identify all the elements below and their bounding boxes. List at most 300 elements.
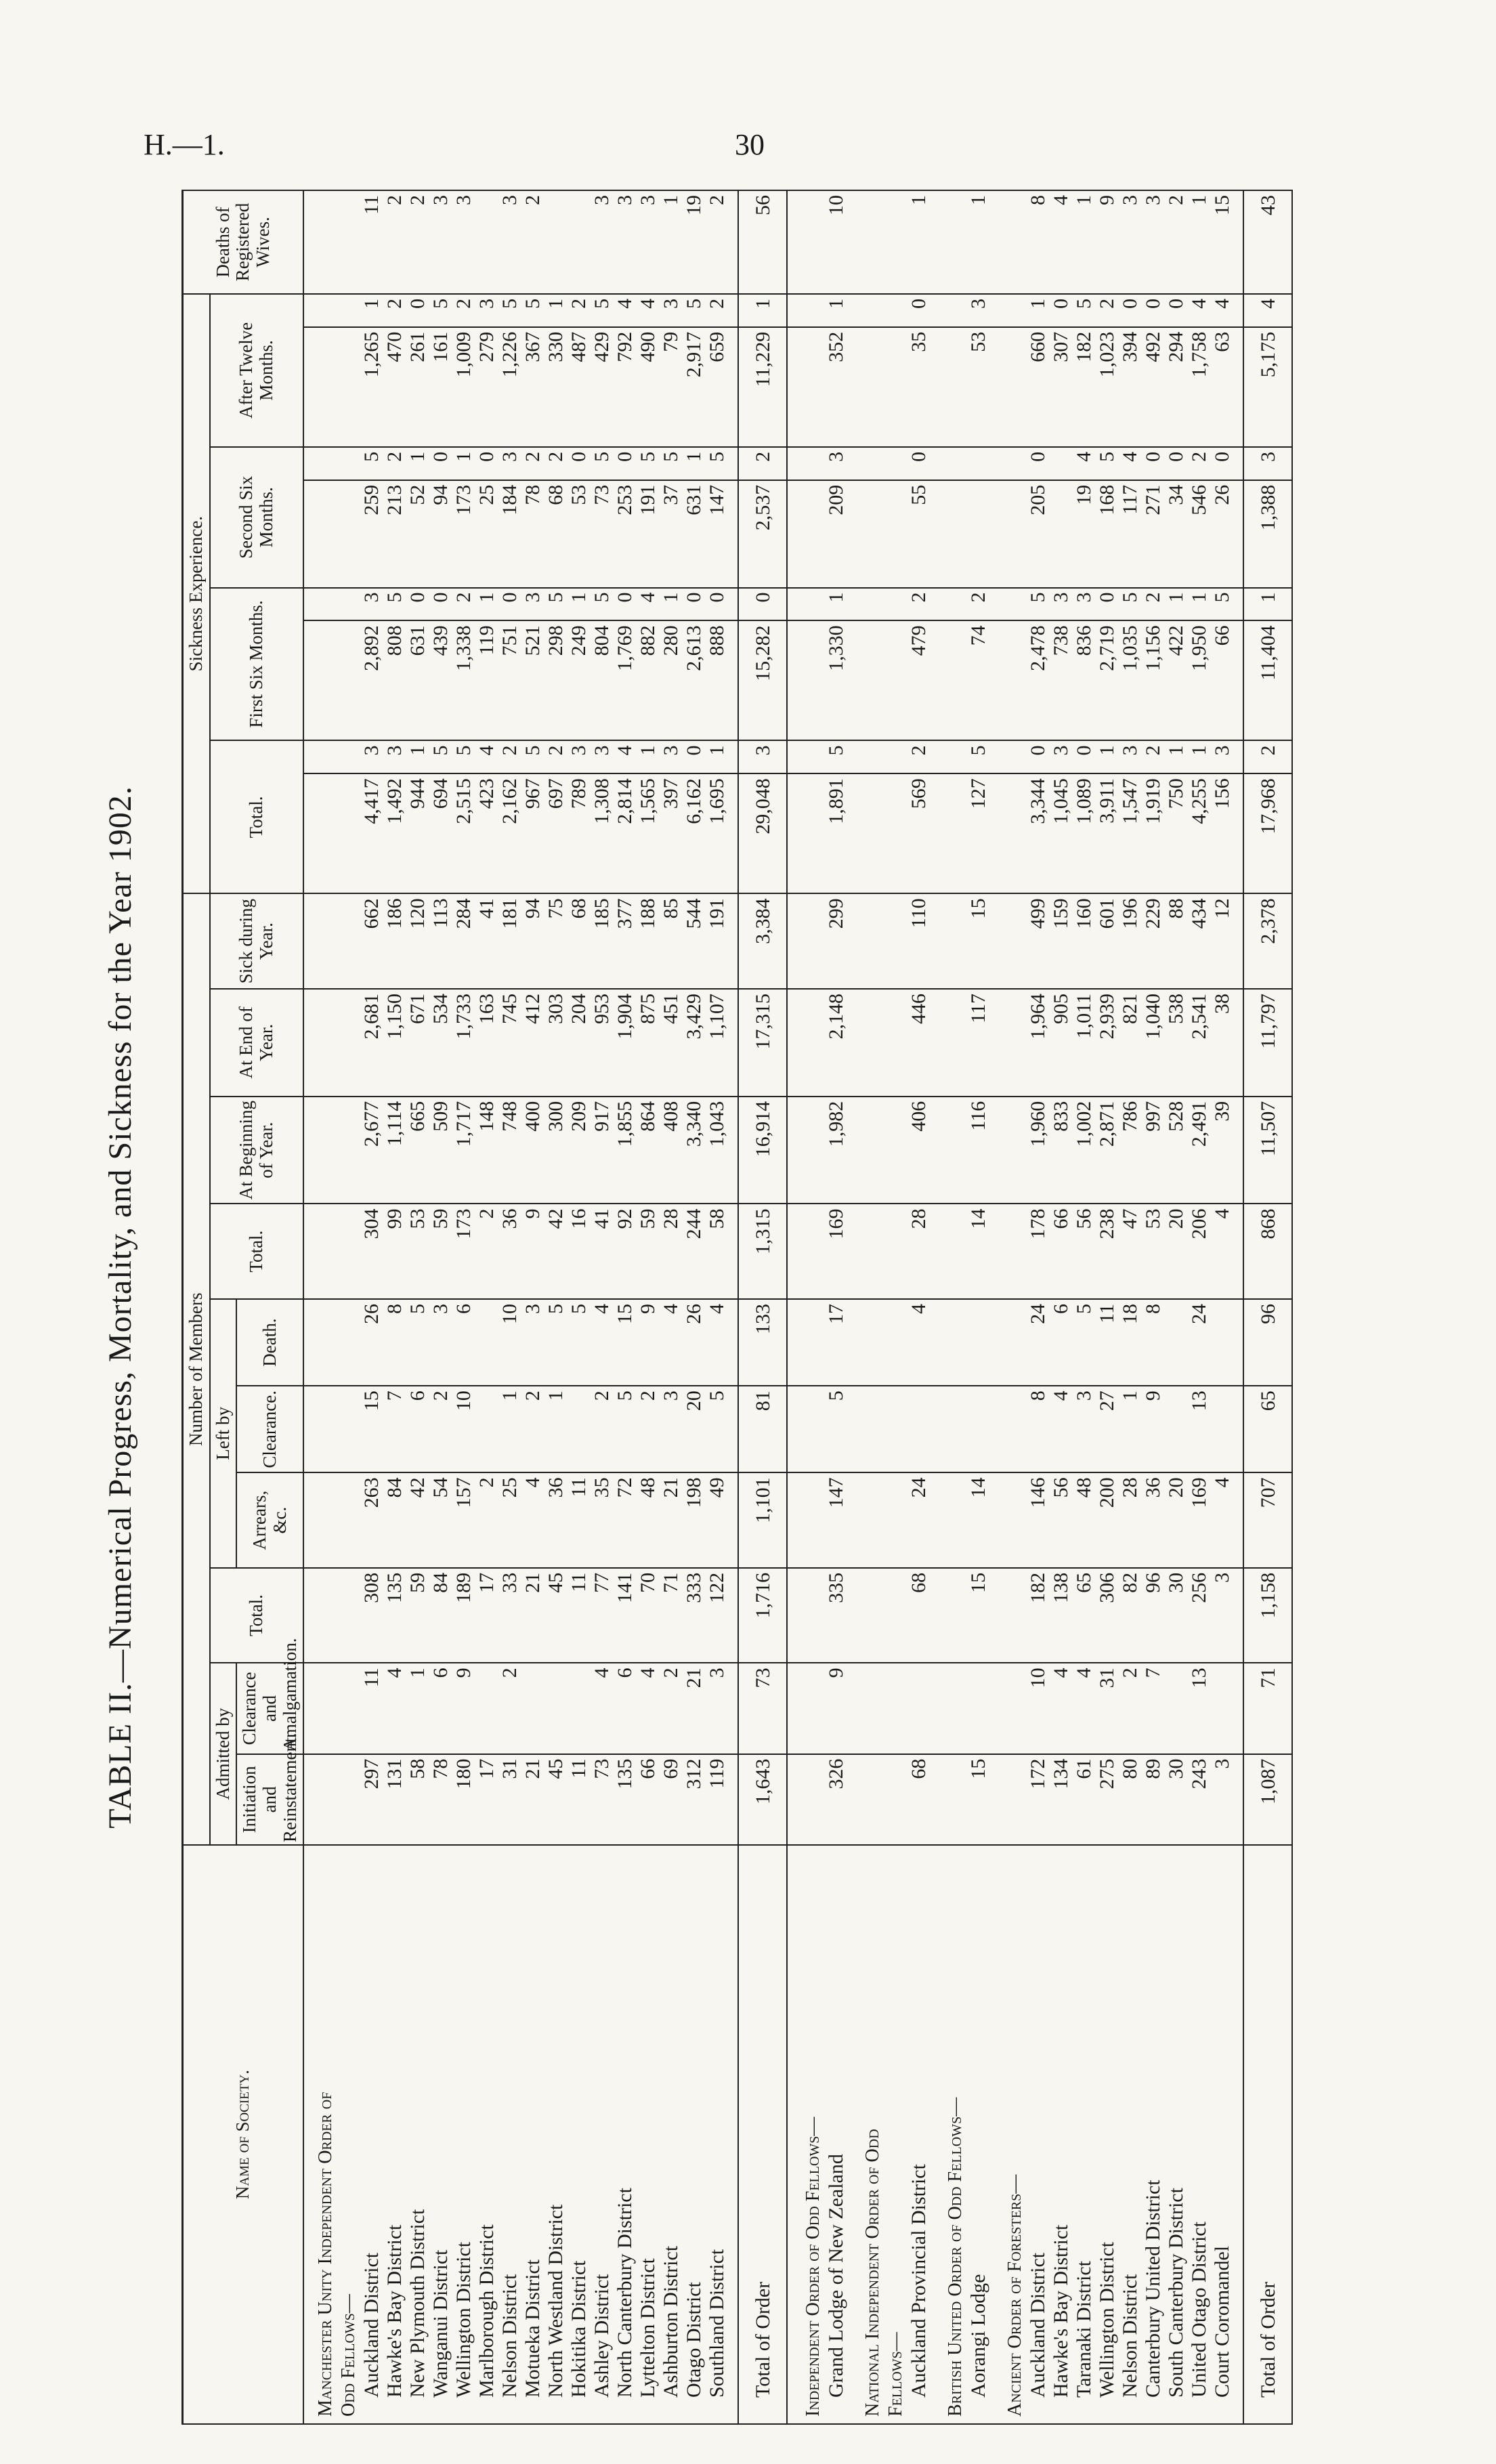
value-cell: 35	[907, 327, 930, 447]
empty-cell	[314, 1568, 337, 1663]
value-cell: 280	[659, 620, 682, 740]
empty-cell	[801, 1386, 824, 1472]
society-name: Total of Order	[1243, 1845, 1292, 2424]
group-heading: Odd Fellows—	[337, 1845, 360, 2424]
value-cell: 1,150	[383, 989, 406, 1097]
empty-cell	[847, 480, 861, 588]
empty-cell	[1003, 588, 1026, 621]
value-cell: 5	[429, 294, 452, 327]
group-heading-row	[1003, 190, 1026, 2424]
value-cell: 53	[406, 1204, 429, 1299]
value-cell: 96	[1243, 1299, 1292, 1386]
empty-cell	[337, 1204, 360, 1299]
society-name: North Westland District	[544, 1845, 567, 2424]
empty-cell	[861, 447, 884, 480]
value-cell: 8	[383, 1299, 406, 1386]
value-cell: 294	[1164, 327, 1187, 447]
empty-cell	[861, 1754, 884, 1845]
value-cell: 312	[682, 1754, 705, 1845]
value-cell: 2,677	[360, 1097, 383, 1204]
empty-cell	[801, 1204, 824, 1299]
empty-cell	[728, 294, 738, 327]
empty-cell	[884, 1204, 907, 1299]
empty-cell	[1233, 1386, 1243, 1472]
value-cell: 156	[1210, 773, 1233, 893]
value-cell: 326	[824, 1754, 847, 1845]
value-cell: 4	[1072, 1663, 1095, 1754]
value-cell: 85	[659, 893, 682, 989]
empty-cell	[337, 327, 360, 447]
empty-cell	[787, 1663, 801, 1754]
value-cell: 5	[406, 1299, 429, 1386]
value-cell: 209	[824, 480, 847, 588]
table-row	[907, 190, 930, 2424]
empty-cell	[1233, 447, 1243, 480]
value-cell: 244	[682, 1204, 705, 1299]
value-cell	[1049, 480, 1072, 588]
value-cell	[966, 447, 989, 480]
value-cell: 253	[613, 480, 636, 588]
value-cell: 11	[567, 1754, 590, 1845]
empty-cell	[884, 1299, 907, 1386]
empty-cell	[861, 1568, 884, 1663]
value-cell: 134	[1049, 1754, 1072, 1845]
value-cell: 8	[1026, 190, 1049, 294]
empty-cell	[1003, 1204, 1026, 1299]
empty-cell	[930, 1299, 943, 1386]
empty-cell	[787, 1754, 801, 1845]
table-row	[1187, 190, 1210, 2424]
value-cell: 18	[1118, 1299, 1141, 1386]
value-cell: 75	[544, 893, 567, 989]
value-cell: 660	[1026, 327, 1049, 447]
group-heading-row	[884, 190, 907, 2424]
value-cell: 1	[824, 588, 847, 621]
value-cell: 2	[498, 1663, 521, 1754]
value-cell: 3	[360, 740, 383, 773]
table-row	[1072, 190, 1095, 2424]
value-cell: 944	[406, 773, 429, 893]
value-cell: 88	[1164, 893, 1187, 989]
value-cell: 53	[966, 327, 989, 447]
value-cell: 446	[907, 989, 930, 1097]
value-cell: 49	[705, 1472, 728, 1567]
empty-cell	[847, 1754, 861, 1845]
value-cell: 888	[705, 620, 728, 740]
value-cell: 53	[1141, 1204, 1164, 1299]
value-cell: 213	[383, 480, 406, 588]
empty-cell	[943, 1663, 966, 1754]
value-cell: 161	[429, 327, 452, 447]
spacer-row	[989, 190, 1003, 2424]
empty-cell	[930, 1663, 943, 1754]
value-cell: 11,229	[738, 327, 787, 447]
empty-cell	[728, 740, 738, 773]
empty-cell	[1233, 1754, 1243, 1845]
empty-cell	[337, 1472, 360, 1567]
value-cell: 200	[1095, 1472, 1118, 1567]
value-cell: 6	[613, 1663, 636, 1754]
spacer-row	[787, 190, 801, 2424]
value-cell: 31	[498, 1754, 521, 1845]
value-cell: 905	[1049, 989, 1072, 1097]
value-cell: 133	[738, 1299, 787, 1386]
empty-cell	[847, 190, 861, 294]
value-cell: 0	[406, 588, 429, 621]
value-cell: 28	[907, 1204, 930, 1299]
value-cell: 3	[659, 294, 682, 327]
value-cell: 117	[1118, 480, 1141, 588]
society-name: Ashburton District	[659, 1845, 682, 2424]
value-cell: 2	[907, 588, 930, 621]
empty-cell	[314, 447, 337, 480]
value-cell: 4	[475, 740, 498, 773]
value-cell: 4	[636, 294, 659, 327]
society-name: Lyttelton District	[636, 1845, 659, 2424]
value-cell: 1,009	[452, 327, 475, 447]
value-cell: 546	[1187, 480, 1210, 588]
value-cell: 160	[1072, 893, 1095, 989]
value-cell: 298	[544, 620, 567, 740]
value-cell: 1,643	[738, 1754, 787, 1845]
society-name: Total of Order	[738, 1845, 787, 2424]
value-cell: 1,040	[1141, 989, 1164, 1097]
society-name: Hawke's Bay District	[383, 1845, 406, 2424]
value-cell: 808	[383, 620, 406, 740]
value-cell: 39	[1210, 1097, 1233, 1204]
value-cell: 1,695	[705, 773, 728, 893]
value-cell: 1,964	[1026, 989, 1049, 1097]
empty-cell	[728, 773, 738, 893]
value-cell: 2,719	[1095, 620, 1118, 740]
table-row	[567, 190, 590, 2424]
empty-cell	[801, 1299, 824, 1386]
empty-cell	[728, 447, 738, 480]
empty-cell	[930, 588, 943, 621]
value-cell: 1	[966, 190, 989, 294]
value-cell: 0	[613, 588, 636, 621]
empty-cell	[1233, 893, 1243, 989]
value-cell: 33	[498, 1568, 521, 1663]
empty-cell	[861, 740, 884, 773]
value-cell: 0	[682, 740, 705, 773]
empty-cell	[884, 893, 907, 989]
value-cell: 2	[1164, 190, 1187, 294]
value-cell: 5	[544, 588, 567, 621]
value-cell: 74	[966, 620, 989, 740]
value-cell: 394	[1118, 327, 1141, 447]
value-cell	[966, 480, 989, 588]
value-cell: 3	[636, 190, 659, 294]
value-cell: 2,871	[1095, 1097, 1118, 1204]
value-cell: 748	[498, 1097, 521, 1204]
value-cell: 5	[544, 1299, 567, 1386]
empty-cell	[337, 893, 360, 989]
value-cell: 406	[907, 1097, 930, 1204]
value-cell: 4,255	[1187, 773, 1210, 893]
value-cell: 1,265	[360, 327, 383, 447]
value-cell: 528	[1164, 1097, 1187, 1204]
empty-cell	[1233, 620, 1243, 740]
table-row	[613, 190, 636, 2424]
value-cell: 707	[1243, 1472, 1292, 1567]
value-cell: 147	[824, 1472, 847, 1567]
value-cell: 1,388	[1243, 480, 1292, 588]
value-cell: 1	[659, 588, 682, 621]
empty-cell	[801, 190, 824, 294]
empty-cell	[1233, 1299, 1243, 1386]
value-cell: 569	[907, 773, 930, 893]
value-cell: 2	[1118, 1663, 1141, 1754]
society-name: Marlborough District	[475, 1845, 498, 2424]
value-cell: 917	[590, 1097, 613, 1204]
arrears-header: Arrears, &c.	[236, 1472, 303, 1567]
empty-cell	[930, 1097, 943, 1204]
empty-cell	[989, 1097, 1003, 1204]
empty-cell	[943, 294, 966, 327]
first-six-header: First Six Months.	[210, 588, 304, 741]
empty-cell	[861, 1472, 884, 1567]
value-cell: 307	[1049, 327, 1072, 447]
value-cell: 36	[498, 1204, 521, 1299]
value-cell: 4	[1210, 1472, 1233, 1567]
empty-cell	[943, 1097, 966, 1204]
value-cell: 1,904	[613, 989, 636, 1097]
value-cell: 42	[544, 1204, 567, 1299]
value-cell: 659	[705, 327, 728, 447]
empty-cell	[728, 1754, 738, 1845]
value-cell: 1	[907, 190, 930, 294]
value-cell: 1	[824, 294, 847, 327]
empty-cell	[884, 1754, 907, 1845]
value-cell: 80	[1118, 1754, 1141, 1845]
value-cell: 73	[590, 480, 613, 588]
value-cell: 89	[1141, 1754, 1164, 1845]
empty-cell	[314, 480, 337, 588]
value-cell	[1164, 1386, 1187, 1472]
value-cell: 15	[966, 1754, 989, 1845]
empty-cell	[884, 1472, 907, 1567]
empty-cell	[728, 190, 738, 294]
value-cell: 0	[613, 447, 636, 480]
value-cell: 786	[1118, 1097, 1141, 1204]
value-cell: 172	[1026, 1754, 1049, 1845]
empty-cell	[314, 327, 337, 447]
value-cell: 24	[1026, 1299, 1049, 1386]
society-name: Otago District	[682, 1845, 705, 2424]
value-cell: 864	[636, 1097, 659, 1204]
empty-cell	[1003, 773, 1026, 893]
value-cell: 77	[590, 1568, 613, 1663]
value-cell: 3	[1210, 1754, 1233, 1845]
value-cell: 52	[406, 480, 429, 588]
empty-cell	[314, 893, 337, 989]
value-cell: 3,384	[738, 893, 787, 989]
value-cell: 2,892	[360, 620, 383, 740]
empty-cell	[1233, 480, 1243, 588]
value-cell: 3	[429, 1299, 452, 1386]
value-cell: 534	[429, 989, 452, 1097]
empty-cell	[847, 773, 861, 893]
empty-cell	[943, 1299, 966, 1386]
empty-cell	[861, 1663, 884, 1754]
members-header: Number of Members	[183, 893, 210, 1845]
value-cell: 279	[475, 327, 498, 447]
table-title: TABLE II.—Numerical Progress, Mortality, and Sickness for the Year 1902.	[102, 786, 138, 1829]
value-cell	[521, 1663, 544, 1754]
value-cell: 59	[429, 1204, 452, 1299]
page-reference: H.—1.	[144, 128, 225, 161]
value-cell: 6,162	[682, 773, 705, 893]
empty-cell	[337, 1386, 360, 1472]
empty-cell	[989, 1568, 1003, 1663]
empty-cell	[1003, 989, 1026, 1097]
value-cell: 19	[1072, 480, 1095, 588]
empty-cell	[801, 1754, 824, 1845]
empty-cell	[801, 1472, 824, 1567]
value-cell: 30	[1164, 1568, 1187, 1663]
value-cell: 2,917	[682, 327, 705, 447]
value-cell	[475, 1663, 498, 1754]
value-cell: 306	[1095, 1568, 1118, 1663]
group-heading: Ancient Order of Foresters—	[1003, 1845, 1026, 2424]
society-name: United Otago District	[1187, 1845, 1210, 2424]
value-cell: 3,429	[682, 989, 705, 1097]
empty-cell	[989, 773, 1003, 893]
value-cell: 1,891	[824, 773, 847, 893]
value-cell: 0	[1095, 588, 1118, 621]
value-cell: 63	[1210, 327, 1233, 447]
empty-cell	[884, 588, 907, 621]
value-cell: 308	[360, 1568, 383, 1663]
empty-cell	[1003, 740, 1026, 773]
value-cell: 2	[452, 294, 475, 327]
value-cell: 138	[1049, 1568, 1072, 1663]
value-cell: 119	[705, 1754, 728, 1845]
value-cell: 4	[590, 1663, 613, 1754]
value-cell: 2	[521, 190, 544, 294]
value-cell: 1,565	[636, 773, 659, 893]
value-cell: 271	[1141, 480, 1164, 588]
value-cell: 13	[1187, 1663, 1210, 1754]
value-cell: 0	[738, 588, 787, 621]
empty-cell	[861, 989, 884, 1097]
spacer-row	[847, 190, 861, 2424]
empty-cell	[728, 893, 738, 989]
value-cell: 259	[360, 480, 383, 588]
empty-cell	[337, 740, 360, 773]
value-cell: 1	[544, 294, 567, 327]
value-cell: 24	[907, 1472, 930, 1567]
empty-cell	[1233, 1845, 1243, 2424]
society-name: Auckland District	[1026, 1845, 1049, 2424]
value-cell	[567, 1663, 590, 1754]
value-cell: 694	[429, 773, 452, 893]
value-cell: 745	[498, 989, 521, 1097]
value-cell: 5	[590, 294, 613, 327]
empty-cell	[787, 1845, 801, 2424]
value-cell: 3	[705, 1663, 728, 1754]
value-cell: 11,507	[1243, 1097, 1292, 1204]
value-cell: 4	[1187, 294, 1210, 327]
value-cell: 157	[452, 1472, 475, 1567]
value-cell: 2	[521, 447, 544, 480]
value-cell: 2	[521, 1386, 544, 1472]
value-cell: 180	[452, 1754, 475, 1845]
sick-header: Sick during Year.	[210, 893, 304, 989]
empty-cell	[930, 447, 943, 480]
empty-cell	[1233, 1097, 1243, 1204]
empty-cell	[989, 1386, 1003, 1472]
empty-cell	[989, 989, 1003, 1097]
value-cell: 2,378	[1243, 893, 1292, 989]
table-row	[705, 190, 728, 2424]
value-cell: 4	[1243, 294, 1292, 327]
value-cell: 14	[966, 1472, 989, 1567]
value-cell: 10	[498, 1299, 521, 1386]
value-cell: 967	[521, 773, 544, 893]
value-cell: 28	[1118, 1472, 1141, 1567]
value-cell: 487	[567, 327, 590, 447]
value-cell: 4	[1210, 1204, 1233, 1299]
value-cell	[907, 1386, 930, 1472]
empty-cell	[884, 190, 907, 294]
empty-cell	[989, 893, 1003, 989]
value-cell: 11,404	[1243, 620, 1292, 740]
empty-cell	[847, 1568, 861, 1663]
value-cell: 10	[824, 190, 847, 294]
value-cell: 66	[636, 1754, 659, 1845]
value-cell: 953	[590, 989, 613, 1097]
value-cell: 2,541	[1187, 989, 1210, 1097]
empty-cell	[943, 773, 966, 893]
empty-cell	[1003, 327, 1026, 447]
value-cell: 256	[1187, 1568, 1210, 1663]
value-cell: 5	[1095, 447, 1118, 480]
value-cell: 509	[429, 1097, 452, 1204]
value-cell: 68	[567, 893, 590, 989]
society-name: New Plymouth District	[406, 1845, 429, 2424]
value-cell: 422	[1164, 620, 1187, 740]
value-cell: 185	[590, 893, 613, 989]
value-cell: 3	[360, 588, 383, 621]
value-cell: 72	[613, 1472, 636, 1567]
society-name: Nelson District	[1118, 1845, 1141, 2424]
value-cell: 2	[738, 447, 787, 480]
value-cell: 4	[659, 1299, 682, 1386]
value-cell: 48	[1072, 1472, 1095, 1567]
table-row	[659, 190, 682, 2424]
value-cell: 2,162	[498, 773, 521, 893]
group-heading-row	[943, 190, 966, 2424]
society-name: Grand Lodge of New Zealand	[824, 1845, 847, 2424]
empty-cell	[787, 327, 801, 447]
value-cell: 11	[567, 1568, 590, 1663]
empty-cell	[861, 1097, 884, 1204]
value-cell: 141	[613, 1568, 636, 1663]
end-header: At End of Year.	[210, 989, 304, 1097]
value-cell: 4	[636, 588, 659, 621]
empty-cell	[1003, 1299, 1026, 1386]
value-cell: 0	[498, 588, 521, 621]
value-cell: 738	[1049, 620, 1072, 740]
empty-cell	[989, 1845, 1003, 2424]
value-cell: 70	[636, 1568, 659, 1663]
empty-cell	[1233, 1663, 1243, 1754]
empty-cell	[943, 190, 966, 294]
empty-cell	[787, 1386, 801, 1472]
value-cell: 21	[682, 1663, 705, 1754]
